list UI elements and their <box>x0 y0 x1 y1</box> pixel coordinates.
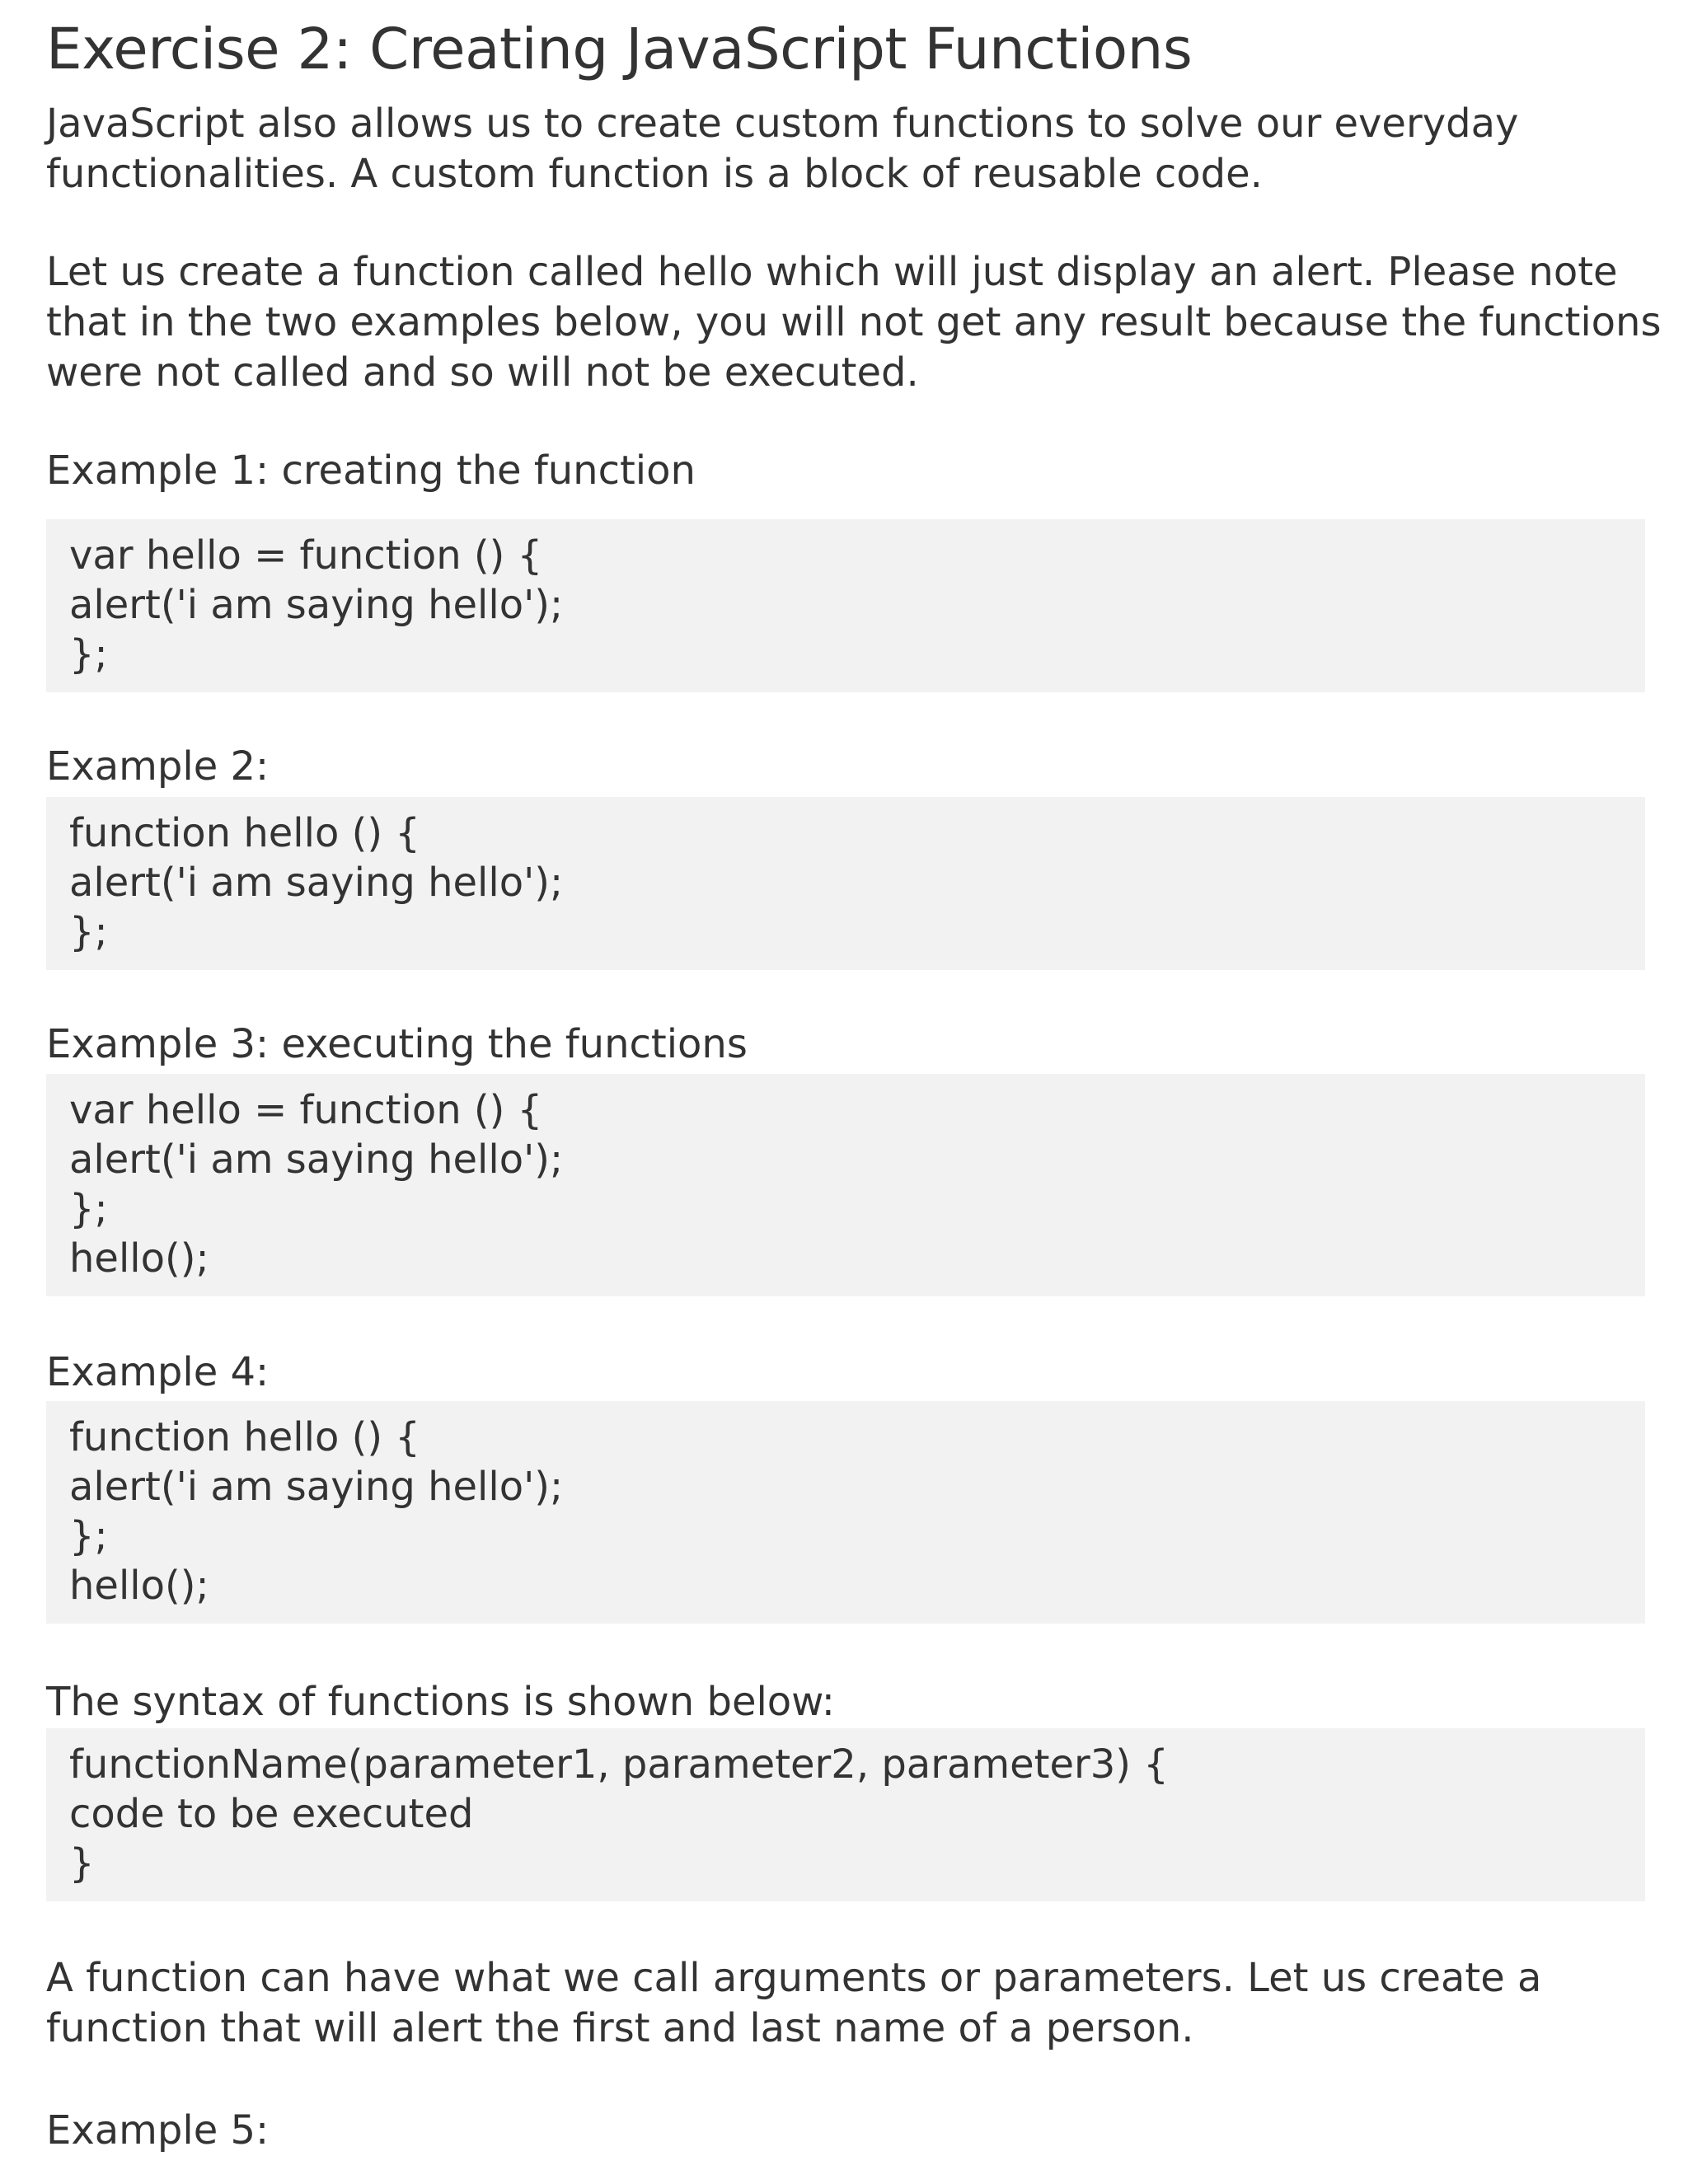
example-1-code-block <box>46 519 1645 692</box>
code-line: hello(); <box>69 1235 209 1282</box>
syntax-code-block <box>46 1728 1645 1901</box>
example-2-code-block <box>46 797 1645 970</box>
example-5-label: Example 5: <box>46 2107 270 2154</box>
code-line: code to be executed <box>69 1791 474 1837</box>
code-line: alert('i am saying hello'); <box>69 860 564 906</box>
code-line: } <box>69 1840 95 1886</box>
code-line: var hello = function () { <box>69 532 543 579</box>
example-1-label: Example 1: creating the function <box>46 448 696 494</box>
page-title: Exercise 2: Creating JavaScript Functions <box>46 16 1193 82</box>
code-line: var hello = function () { <box>69 1087 543 1133</box>
code-line: function hello () { <box>69 810 420 856</box>
arguments-paragraph: A function can have what we call arguments or parameters. Let us create a function that will alert the first and last name of a person. <box>46 1955 1542 2051</box>
code-line: functionName(parameter1, parameter2, parameter3) { <box>69 1741 1169 1788</box>
example-4-label: Example 4: <box>46 1349 270 1395</box>
example-4-code-block <box>46 1401 1645 1624</box>
code-line: hello(); <box>69 1563 209 1609</box>
intro-paragraph-1: JavaScript also allows us to create custom functions to solve our everyday functionalities. A custom function is a block of reusable code. <box>46 101 1519 197</box>
code-line: function hello () { <box>69 1414 420 1460</box>
code-line: }; <box>69 1513 108 1559</box>
code-line: alert('i am saying hello'); <box>69 582 564 628</box>
code-line: }; <box>69 631 108 677</box>
example-2-label: Example 2: <box>46 743 270 790</box>
code-line: }; <box>69 1186 108 1232</box>
syntax-label: The syntax of functions is shown below: <box>46 1679 835 1725</box>
code-line: }; <box>69 909 108 955</box>
example-3-code-block <box>46 1074 1645 1296</box>
intro-paragraph-2: Let us create a function called hello which will just display an alert. Please note that in the two examples below, you will not get any result because the functions were not called and so will not be executed. <box>46 249 1662 396</box>
code-line: alert('i am saying hello'); <box>69 1464 564 1510</box>
example-3-label: Example 3: executing the functions <box>46 1021 748 1067</box>
code-line: alert('i am saying hello'); <box>69 1137 564 1183</box>
